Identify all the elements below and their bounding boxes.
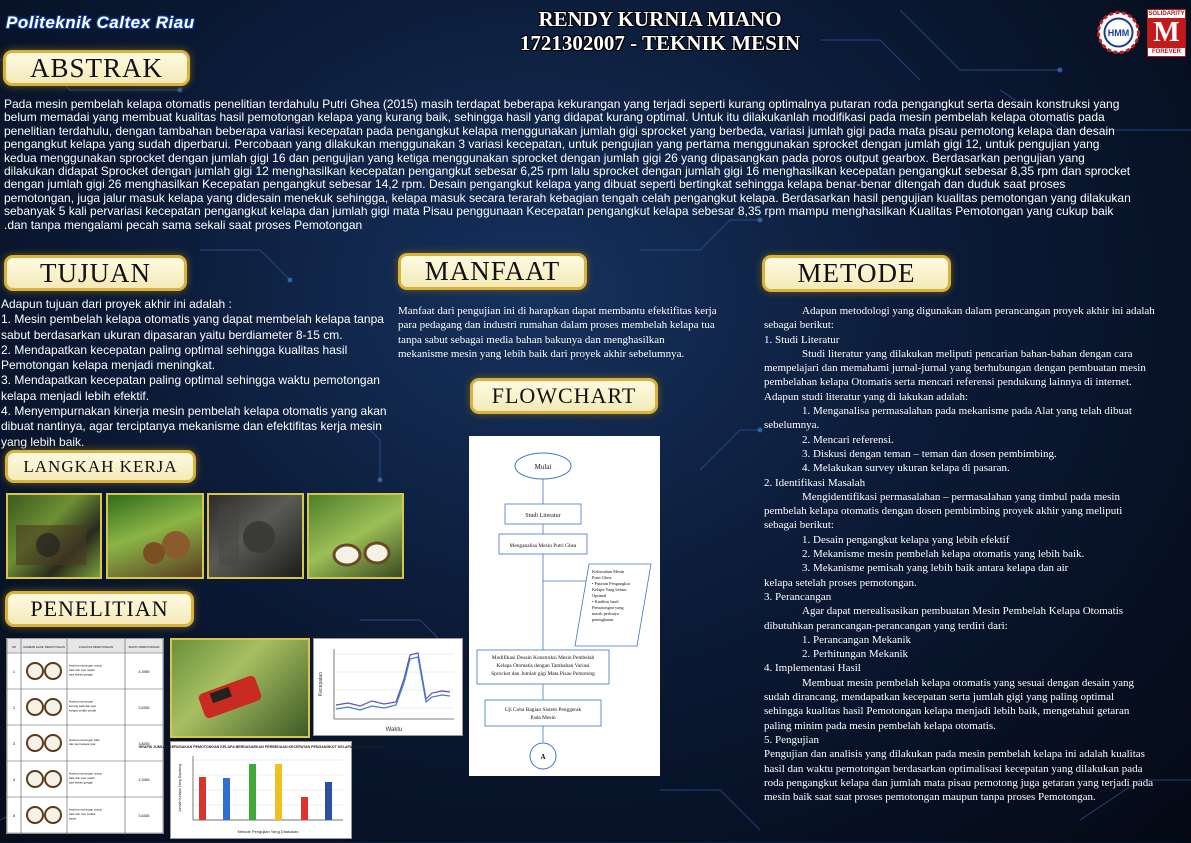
flow-text-line: Kelapa Otomatis dengan Tambahan Variasi [496,663,590,669]
abstrak-line: pemotongan, juga jalur masuk kelapa yang didesain menekuk sehingga, kelapa masuk secara terarah kebagian tengah celah pengangkut kelapa. Berdasarkan hasil pengujian kualitas pemotongan yang dilakukan [4,190,1131,205]
bar-chart-title: GRAFIK JUMLAH KERUSAKAN PEMOTONGAN KELAPA BERDASARKAN PERBEDAAN KECEPATAN PENGANGKUT KELAPA DAN MATA PISAU [138,745,384,749]
metode-line: hasil dan waktu pemotongan berdasarkan optimalisasi kecepatan yang dilakukan pada [764,762,1143,775]
table-row-no: 3 [12,741,16,746]
flow-text-line: • Kualitas hasil [592,599,619,604]
langkah-photo-coconut-feed [106,493,204,579]
flow-step-studi-literatur: Studi Literatur [525,513,561,519]
abstrak-line: dilakukan didapat Sprocket dengan jumlah gigi 12 menghasilkan kecepatan pengangkut sebesar 6,25 rpm lalu sprocket dengan jumlah gigi 16 menghasilkan kecepatan pengangkut sebesar 8,35 rpm dan sprocket [4,164,1131,179]
metode-line: Adapun metodologi yang digunakan dalam perancangan proyek akhir ini adalah [802,305,1155,317]
flow-step-analisa: Menganalisa Mesin Putri Ghea [509,543,577,549]
hmm-gear-logo [1097,11,1140,54]
tujuan-body [1,297,391,450]
solidarity-logo-letter: M [1148,18,1185,48]
metode-line: 1. Studi Literatur [764,333,840,346]
table-row-no: 2 [12,705,16,710]
coconut-half-image [27,699,43,715]
table-row-no: 1 [12,669,16,674]
metode-line: sebagai berikut: [764,319,834,332]
metode-line: pembelah kelapa otomatis dengan dosen pembimbing proyek akhir yang meliputi [764,505,1123,518]
abstrak-line: dengan jumlah gigi 26 menghasilkan Kecepatan pengangkut sebesar 14,2 rpm. Desain pengangkut kelapa yang dibuat seperti bertingkat sehingga kelapa benar-benar ditengah dan duduk saat proses [4,177,1066,192]
abstrak-body [4,98,1184,232]
bar-6 [325,782,332,820]
abstrak-line: pengangkut kelapa yang sudah diperbarui. Percobaan yang dilakukan menggunakan 3 variasi kecepatan, untuk pengujian yang pertama menggunakan sprocket dengan jumlah gigi 12, untuk pengujian yang [4,137,1100,152]
tujuan-line: 3. Mendapatkan kecepatan paling optimal sehingga waktu pemotongan [1,373,380,388]
tujuan-line: Pemotongan kelapa menjadi meningkat. [1,358,216,373]
tachometer-photo [170,638,310,738]
metode-line: Pengujian dan analisis yang dilakukan pada mesin pembelah kelapa ini adalah kualitas [764,748,1145,761]
tujuan-line: 2. Mendapatkan kecepatan paling optimal sehingga kualitas hasil [1,342,348,357]
tujuan-line: dibuat nantinya, agar terciptanya mekanisme dan efektifitas kerja mesin [1,419,382,434]
abstrak-line: belum memadai yang membuat kualitas hasil pemotongan kelapa yang kurang baik, sehingga hasil yang didapat kurang optimal. Untuk itu dilakukanlah modifikasi pada mesin pembelah kelapa otomatis pada [4,110,1105,125]
tujuan-line: yang lebih baik. [1,434,85,449]
bar-2 [223,778,230,820]
metode-line: 4. Implementasi Hasil [764,662,861,675]
flow-text-line: Sprocket dan Jumlah gigi Mata Pisau Pemotong [491,671,595,677]
table-row-no: 5 [12,813,16,818]
abstrak-line: penelitian terdahulu, dengan tambahan beberapa variasi kecepatan pada pengangkut kelapa menggunakan jumlah gigi sprocket yang berbeda, variasi jumlah gigi pada mata pisau pemotong kelapa dan desain [4,123,1115,138]
metode-line: 2. Identifikasi Masalah [764,476,866,489]
flow-start: Mulai [534,463,552,471]
table-row-no: 4 [12,777,16,782]
table-header-cell: NO [11,645,17,649]
result-table [6,638,164,834]
manfaat-line: mekanisme mesin yang lebih baik dari proyek akhir sebelumnya. [398,347,685,360]
flow-text-line: • Putaran Pengangkut [592,581,630,586]
flow-text-line: Pada Mesin [530,715,556,721]
bar-chart-ylabel: Jumlah Kelapa Yang Dipotong [178,763,182,813]
penelitian-heading: PENELITIAN [5,591,194,627]
metode-heading: METODE [762,255,951,292]
solidarity-logo-top: SOLIDARITY [1148,11,1185,17]
table-row-time: 4,3965 [138,670,150,674]
table-row-quality: Hasil pemotongan cukup baik dan tepi masih ada bekas gergaji [69,771,103,785]
table-row-quality: Hasil pemotongan kurang baik dan tepi kelapa sedikit pecah [69,699,97,713]
table-header-cell: GAMBAR HASIL PEMOTONGAN [23,645,65,649]
tujuan-line: 4. Menyempurnakan kinerja mesin pembelah kelapa otomatis yang akan [1,404,387,419]
metode-line: dibutuhkan perancangan-perancangan yang terdiri dari: [764,619,1008,632]
flowchart-diagram [469,436,660,776]
metode-line: 2. Mekanisme mesin pembelah kelapa otomatis yang lebih baik. [802,548,1085,561]
metode-line: 2. Perhitungan Mekanik [802,648,909,661]
manfaat-body [398,304,758,361]
flow-step-modifikasi [491,654,595,677]
coconut-half-image [45,699,61,715]
flow-text-line: Optimal [592,593,607,598]
abstrak-heading: ABSTRAK [3,50,190,86]
langkah-photo-machine-frame [6,493,102,579]
metode-line: 1. Perancangan Mekanik [802,633,912,646]
table-row-quality: Hasil pemotongan cukup baik dan tepi sedikit kasar [69,807,103,821]
abstrak-line: sebanyak 5 kali pervariasi kecepatan pengangkut kelapa dan jumlah gigi mata Pisau penggunaan Kecepatan pengangkut kelapa sebesar 8,35 rpm mampu menghasilkan Kualitas Pemotongan yang cukup baik [4,204,1114,219]
line-chart-xlabel: Waktu [385,727,403,733]
metode-line: sebelumnya. [764,419,820,432]
coconut-half-image [45,663,61,679]
metode-body [764,304,1190,804]
metode-line: kelapa setelah proses pemotongan. [764,576,917,589]
metode-line: 3. Mekanisme pemisah yang lebih baik antara kelapa dan air [802,562,1069,575]
flow-connector-a: A [540,753,546,761]
manfaat-line: Manfaat dari pengujian ini di harapkan dapat membantu efektifitas kerja [398,305,717,317]
metode-line: pembelahan kelapa Otomatis serta mencari referensi pendukung lainnya di internet. [764,376,1132,389]
tujuan-heading: TUJUAN [4,255,187,291]
coconut-half-image [27,771,43,787]
author-id-program: 1721302007 - TEKNIK MESIN [519,31,801,55]
metode-line: 3. Perancangan [764,590,832,603]
metode-line: 3. Diskusi dengan teman – teman dan dosen pembimbing. [802,447,1057,460]
metode-line: 5. Pengujian [764,733,819,746]
metode-line: Adapun studi literatur yang di lakukan adalah: [764,390,969,403]
tujuan-line: 1. Mesin pembelah kelapa otomatis yang dapat membelah kelapa tanpa [1,312,384,327]
flow-text-line: peningkatan [592,617,614,622]
table-row-time: 3,6365 [138,814,150,818]
institution-logo-text: Politeknik Caltex Riau [6,13,195,32]
abstrak-line: .dan tanpa mengalami pecah sama sekali saat proses Pemotongan [4,217,363,232]
bar-4 [275,764,282,820]
flow-text-line: Pemotongan yang [592,605,624,610]
coconut-half-image [27,663,43,679]
metode-line: 1. Menganalisa permasalahan pada mekanisme pada Alat yang telah dibuat [802,405,1132,418]
metode-line: mesin baik saat saat proses pemotongan maupun tanpa proses Pemotongan. [764,791,1096,804]
flow-text-line: Modifikasi Desain Konstruksi Mesin Pembelah [491,655,595,661]
flow-text-line: masih perlunya [592,611,619,616]
flow-text-line: Putri Ghea: [592,575,613,580]
bar-1 [199,777,206,820]
author-name: RENDY KURNIA MIANO [538,7,782,31]
manfaat-line: para pedagang dan industri rumahan dalam proses membelah kelapa tua [398,319,715,332]
coconut-half-image [45,771,61,787]
tujuan-line: Adapun tujuan dari proyek akhir ini adalah : [1,297,232,311]
solidarity-logo-bottom: FOREVER [1151,49,1181,55]
metode-line: Agar dapat merealisasikan pembuatan Mesin Pembelah Kelapa Otomatis [802,605,1124,618]
speed-line-chart [313,638,463,736]
tujuan-line: sabut berdasarkan ukuran dipasaran yaitu berdiameter 8-15 cm. [1,327,343,342]
metode-line: Studi literatur yang dilakukan meliputi pencarian bahan-bahan dengan cara [802,347,1133,360]
metode-line: sudah dirancang, mendapatkan kecepatan serta jumlah gigi yang paling optimal [764,691,1115,704]
metode-line: paling minim pada mesin pembelah kelapa otomatis. [764,719,996,732]
coconut-half-image [45,735,61,751]
metode-line: sehingga kualitas hasil Pemotongan kelapa menjadi lebih baik, mengetahui getaran [764,705,1130,718]
table-row-time: 4,3965 [138,778,150,782]
flow-text-line: Kelapa Yang belum [592,587,627,592]
tujuan-line: kelapa menjadi lebih efektif. [1,388,150,403]
coconut-half-image [45,807,61,823]
metode-line: Mengidentifikasi permasalahan – permasalahan yang timbul pada mesin [802,490,1120,503]
metode-line: 1. Desain pengangkut kelapa yang lebih efektif [802,533,1010,546]
flow-text-line: Uji Coba Bagian Sistem Penggerak [504,707,582,713]
table-row-quality: Hasil pemotongan baik dan tepi kelapa rata [69,737,100,747]
langkah-photo-gearbox [207,493,304,579]
flow-text-line: Kelemahan Mesin [592,569,625,574]
bar-chart-xlabel: Metode Pengujian Yang Dilakukan [237,829,299,834]
metode-line: sebagai berikut: [764,519,834,532]
coconut-half-image [27,807,43,823]
metode-line: 4. Melakukan survey ukuran kelapa di pasaran. [802,462,1010,475]
abstrak-line: kedua menggunakan sprocket dengan jumlah gigi 16 dan pengujian yang ketiga menggunakan sprocket dengan jumlah gigi 26 yang dipasangkan pada poros output gearbox. Berdasarkan pengujian yang [4,150,1085,165]
bar-3 [249,764,256,820]
flowchart-heading: FLOWCHART [470,378,658,414]
solidarity-forever-logo [1147,9,1186,57]
langkah-kerja-heading: LANGKAH KERJA [5,450,196,483]
table-row-time: 3,8265 [138,742,150,746]
line-chart-ylabel: Kecepatan [318,672,324,696]
table-header-cell: WAKTU PEMOTONGAN [128,645,160,649]
coconut-half-image [27,735,43,751]
manfaat-line: tanpa sabut sebagai media bahan bakunya dan menghasilkan [398,333,665,346]
langkah-photo-split-coconut [307,493,404,579]
hmm-logo-text: HMM [1107,28,1130,38]
metode-line: 2. Mencari referensi. [802,433,894,446]
table-header-cell: KUALITAS PEMOTONGAN [78,645,114,649]
metode-line: mempelajari dan memahami jurnal-jurnal yang berhubungan dengan pembuatan mesin [764,362,1146,375]
bar-5 [301,797,308,820]
table-row-time: 3,6365 [138,706,150,710]
table-row-quality: Hasil pemotongan cukup baik dan tepi masih ada bekas gergaji [69,663,103,677]
abstrak-line: Pada mesin pembelah kelapa otomatis penelitian terdahulu Putri Ghea (2015) masih terdapat beberapa kekurangan yang terjadi seperti kurang optimalnya putaran roda pengangkut serta desain konstruksi yang [4,97,1120,111]
metode-line: Membuat mesin pembelah kelapa otomatis yang sesuai dengan desain yang [802,676,1135,689]
metode-line: roda pengangkut kelapa dan jumlah mata pisau pemotong juga getaran yang terjadi pada [764,776,1154,789]
manfaat-heading: MANFAAT [398,253,587,290]
